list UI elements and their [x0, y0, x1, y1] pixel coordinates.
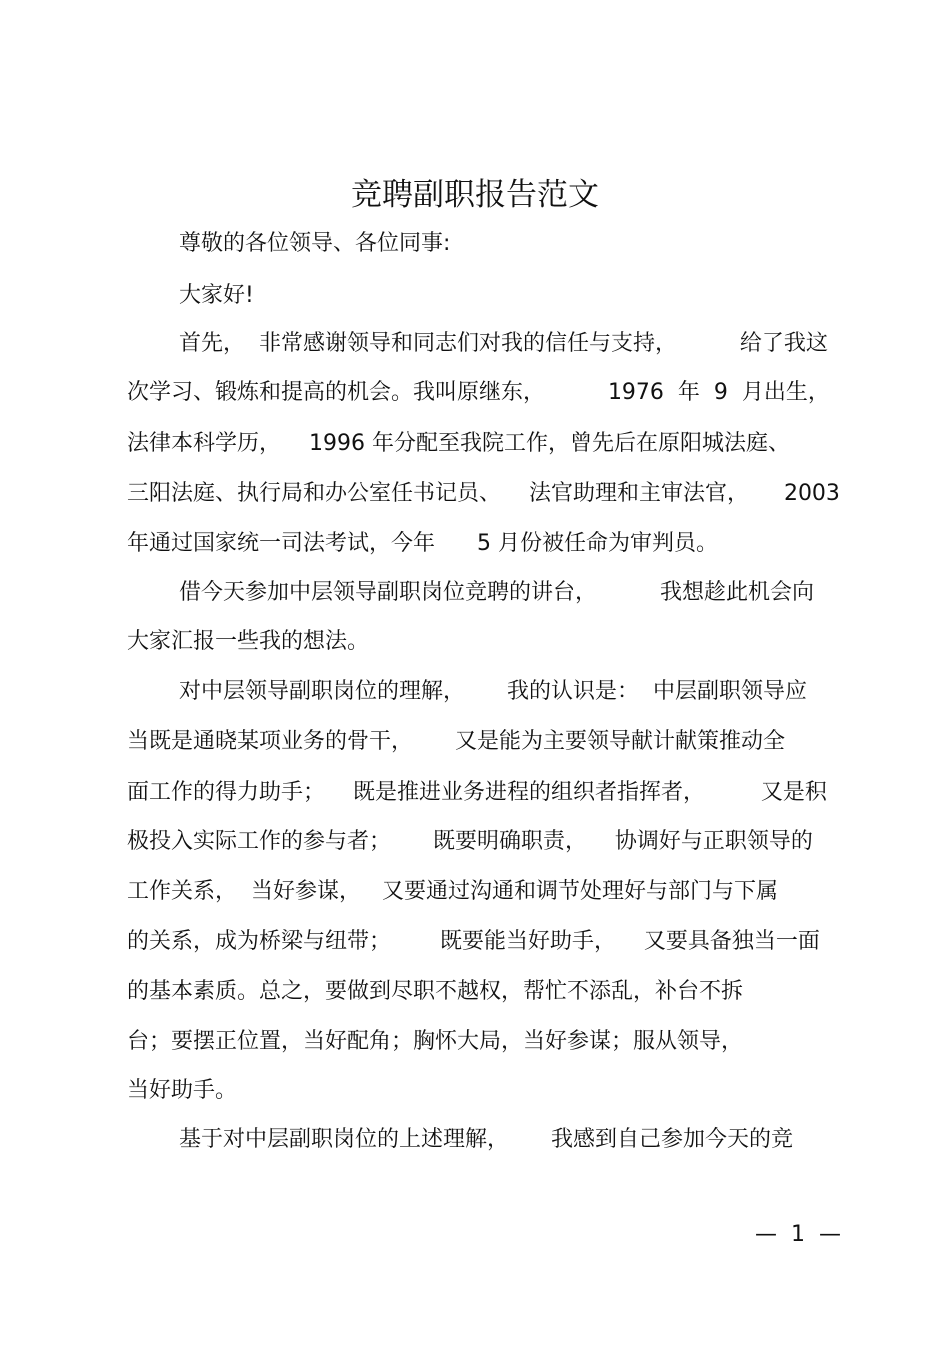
body-line: 大家汇报一些我的想法。 — [127, 629, 370, 654]
body-line: 借今天参加中层领导副职岗位竞聘的讲台， 我想趁此机会向 — [179, 580, 814, 605]
body-line: 面工作的得力助手； 既是推进业务进程的组织者指挥者， 又是积 — [127, 780, 827, 805]
body-line: 首先， 非常感谢领导和同志们对我的信任与支持， 给了我这 — [179, 331, 828, 356]
body-line: 当好助手。 — [127, 1078, 238, 1103]
body-line: 台；要摆正位置，当好配角；胸怀大局，当好参谋；服从领导， — [127, 1029, 744, 1054]
body-line: 三阳法庭、执行局和办公室任书记员、 法官助理和主审法官， 2003 — [127, 481, 840, 506]
body-line: 年通过国家统一司法考试，今年 5 月份被任命为审判员。 — [127, 531, 718, 556]
body-line: 基于对中层副职岗位的上述理解， 我感到自己参加今天的竞 — [179, 1127, 793, 1152]
body-line: 对中层领导副职岗位的理解， 我的认识是： 中层副职领导应 — [179, 679, 807, 704]
salutation: 尊敬的各位领导、各位同事: — [179, 231, 451, 256]
body-line: 极投入实际工作的参与者； 既要明确职责， 协调好与正职领导的 — [127, 829, 813, 854]
body-line: 当既是通晓某项业务的骨干， 又是能为主要领导献计献策推动全 — [127, 729, 785, 754]
document-title: 竞聘副职报告范文 — [351, 177, 599, 213]
greeting: 大家好! — [179, 283, 254, 308]
body-line: 的基本素质。总之，要做到尽职不越权，帮忙不添乱，补台不拆 — [127, 979, 744, 1004]
body-line: 的关系，成为桥梁与纽带； 既要能当好助手， 又要具备独当一面 — [127, 929, 820, 954]
body-line: 法律本科学历， 1996 年分配至我院工作，曾先后在原阳城法庭、 — [127, 431, 790, 456]
body-line: 工作关系， 当好参谋， 又要通过沟通和调节处理好与部门与下属 — [127, 879, 778, 904]
body-line: 次学习、锻炼和提高的机会。我叫原继东， 1976 年 9 月出生， — [127, 380, 830, 405]
page-number: — 1 — — [755, 1222, 841, 1247]
